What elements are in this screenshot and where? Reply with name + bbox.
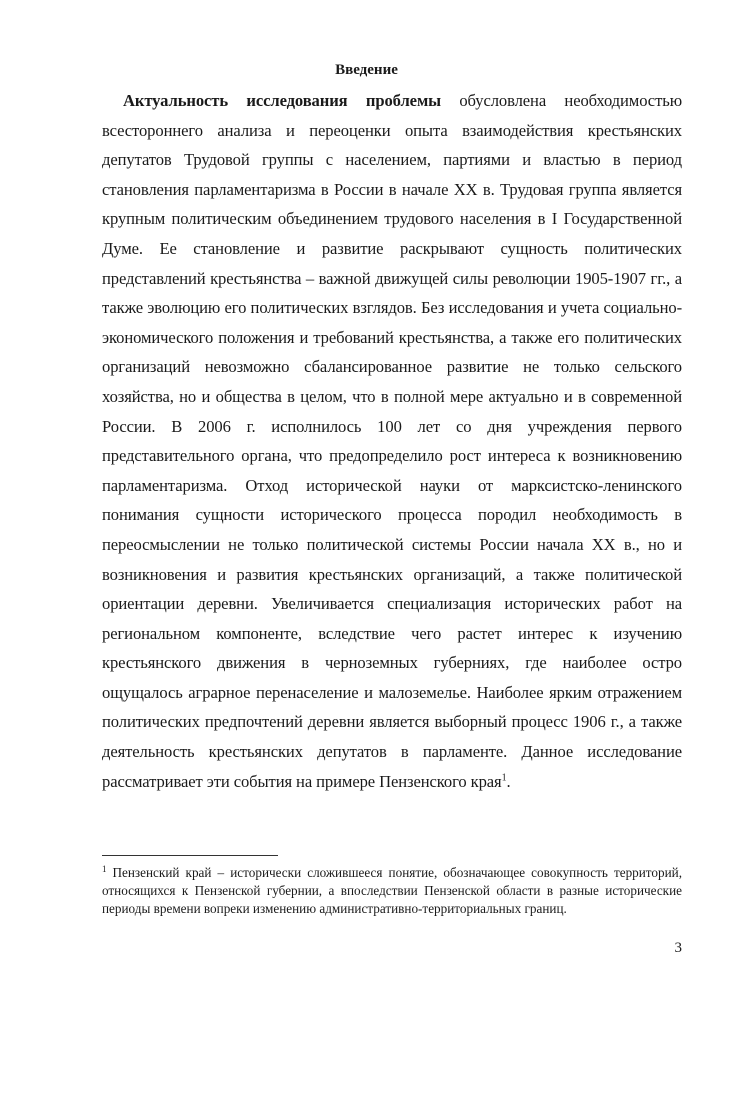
section-heading: Введение (335, 62, 398, 78)
page-number: 3 (674, 940, 682, 956)
footnote (102, 864, 682, 917)
paragraph-end: . (506, 771, 511, 791)
paragraph-bold-lead: Актуальность исследования проблемы (123, 91, 441, 110)
footnote-separator (102, 855, 278, 856)
body-paragraph (102, 86, 682, 796)
footnote-text: Пензенский край – исторически сложившееся понятие, обозначающее совокупность территорий, относящихся к Пензенской губернии, а впоследствии Пензенской области в разные исторические периоды времени вопреки изменению административно-территориальных границ. (102, 865, 682, 916)
footnote-reference[interactable]: 1 (501, 772, 507, 784)
footnote-marker: 1 (102, 863, 107, 874)
paragraph-text: обусловлена необходимостью всестороннего анализа и переоценки опыта взаимодействия крестьянских депутатов Трудовой группы с населением, партиями и властью в период становления парламентаризма в России в начале XX в. Трудовая группа является крупным политическим объединением трудового населения в I Государственной Думе. Ее становление и развитие раскрывают сущность политических представлений крестьянства – важной движущей силы революции 1905-1907 гг., а также эволюцию его политических взглядов. Без исследования и учета социально-экономического положения и требований крестьянства, а также его политических организаций невозможно сбалансированное развитие не только сельского хозяйства, но и общества в целом, что в полной мере актуально и в современной России. В 2006 г. исполнилось 100 лет со дня учреждения первого представительного органа, что предопределило рост интереса к возникновению парламентаризма. Отход исторической науки от марксистско-ленинского понимания сущности исторического процесса породил необходимость в переосмыслении не только политической системы России начала XX в., но и возникновения и развития крестьянских организаций, а также политической ориентации деревни. Увеличивается специализация исторических работ на региональном компоненте, вследствие чего растет интерес к изучению крестьянского движения в черноземных губерниях, где наиболее остро ощущалось аграрное перенаселение и малоземелье. Наиболее ярким отражением политических предпочтений деревни является выборный процесс 1906 г., а также деятельность крестьянских депутатов в парламенте. Данное исследование рассматривает эти события на примере Пензенского края (102, 91, 682, 791)
